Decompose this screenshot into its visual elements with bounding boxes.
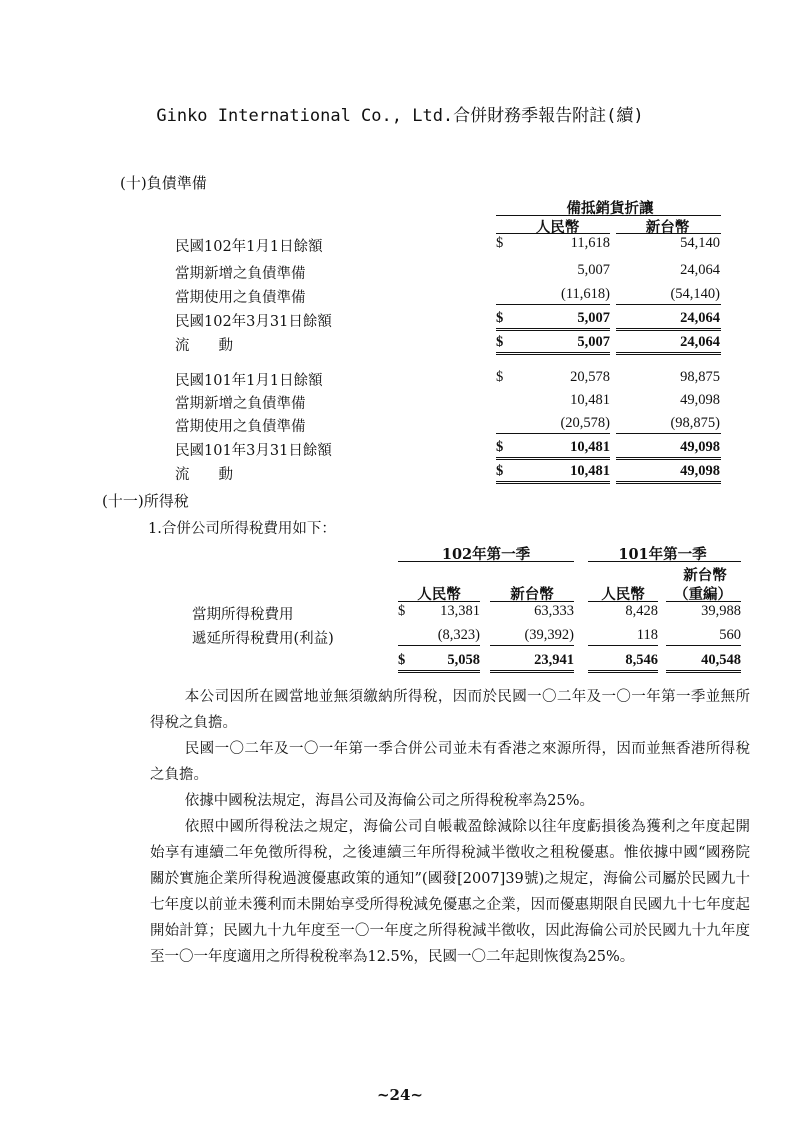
- section-provisions-title: (十)負債準備: [120, 174, 207, 192]
- total-double-rule: [496, 352, 610, 355]
- twd-value: 24,064: [680, 334, 720, 350]
- rmb-value: 11,618: [570, 235, 610, 251]
- tax-value: (39,392): [524, 627, 574, 643]
- tax-col-rmb-2012: 人民幣: [601, 586, 645, 603]
- currency-symbol: $: [398, 652, 406, 668]
- header-rule: [666, 601, 741, 602]
- note-paragraph: 本公司因所在國當地並無須繳納所得稅，因而於民國一〇二年及一〇一年第一季並無所得稅之負擔。: [150, 689, 750, 731]
- total-double-rule: [496, 481, 610, 484]
- income-tax-subtitle: 1.合併公司所得稅費用如下：: [148, 521, 336, 537]
- tax-value: 40,548: [701, 652, 741, 668]
- rmb-value: 5,007: [577, 334, 610, 350]
- twd-value: 24,064: [680, 262, 720, 278]
- total-double-rule: [496, 328, 610, 331]
- rmb-value: 10,481: [570, 463, 610, 479]
- tax-col-twd-2013: 新台幣: [510, 586, 554, 603]
- header-rule: [398, 561, 574, 562]
- currency-symbol: $: [496, 235, 504, 251]
- header-rule: [496, 233, 610, 234]
- twd-value: 98,875: [680, 369, 720, 385]
- tax-col-rmb-2013: 人民幣: [417, 586, 461, 603]
- twd-value: 49,098: [680, 392, 720, 408]
- rmb-value: 5,007: [577, 310, 610, 326]
- header-rule: [588, 601, 658, 602]
- row-label: 遞延所得稅費用(利益): [192, 631, 334, 647]
- header-rule: [588, 561, 741, 562]
- tax-value: 560: [719, 627, 741, 643]
- rmb-value: 20,578: [570, 369, 610, 385]
- row-label: 當期使用之負債準備: [175, 419, 306, 435]
- rmb-value: 10,481: [570, 392, 610, 408]
- currency-symbol: $: [398, 603, 406, 619]
- subtotal-rule: [616, 433, 721, 434]
- note-paragraph: 依照中國所得稅法之規定，海倫公司自帳載盈餘減除以往年度虧損後為獲利之年度起開始享有連續二年免徵所得稅，之後連續三年所得稅減半徵收之租稅優惠。惟依據中國“國務院關於實施企業所得稅過渡優惠政策的通知”(國發[2007]39號)之規定，海倫公司屬於民國九十七年度以前並未獲利而未開始享受所得稅減免優惠之企業，因而優惠期限自民國九十七年度起開始計算；民國九十九年度至一〇一年度之所得稅減半徵收，因此海倫公司於民國九十九年度至一〇一年度適用之所得稅稅率為12.5%，民國一〇二年起則恢復為25%。: [150, 819, 750, 965]
- row-label: 民國101年1月1日餘額: [175, 373, 323, 389]
- page-number: ~24~: [376, 1086, 423, 1104]
- row-label: 流 動: [175, 467, 233, 483]
- row-label: 流 動: [175, 338, 233, 354]
- header-rule: [398, 601, 480, 602]
- total-double-rule: [616, 457, 721, 460]
- twd-value: 49,098: [680, 439, 720, 455]
- total-double-rule: [496, 457, 610, 460]
- income-tax-notes: [150, 684, 750, 970]
- period-2012-header: 101年第一季: [618, 546, 707, 563]
- currency-symbol: $: [496, 334, 504, 350]
- subtotal-rule: [666, 645, 741, 646]
- row-label: 民國102年3月31日餘額: [175, 314, 332, 330]
- header-rule: [616, 233, 721, 234]
- provisions-col-twd: 新台幣: [645, 219, 690, 236]
- total-double-rule: [588, 670, 658, 673]
- tax-col-twd-restated-2: （重編）: [674, 586, 732, 603]
- rmb-value: 5,007: [577, 262, 610, 278]
- currency-symbol: $: [496, 439, 504, 455]
- tax-col-twd-restated-1: 新台幣: [683, 567, 727, 584]
- twd-value: 54,140: [680, 235, 720, 251]
- subtotal-rule: [496, 304, 610, 305]
- tax-value: 63,333: [534, 603, 574, 619]
- twd-value: 24,064: [680, 310, 720, 326]
- subtotal-rule: [588, 645, 658, 646]
- row-label: 民國102年1月1日餘額: [175, 239, 323, 255]
- tax-value: 39,988: [701, 603, 741, 619]
- twd-value: (54,140): [670, 286, 720, 302]
- currency-symbol: $: [496, 369, 504, 385]
- currency-symbol: $: [496, 310, 504, 326]
- row-label: 民國101年3月31日餘額: [175, 443, 332, 459]
- total-double-rule: [616, 328, 721, 331]
- currency-symbol: $: [496, 463, 504, 479]
- period-2013-header: 102年第一季: [441, 546, 531, 563]
- note-paragraph: 依據中國稅法規定，海昌公司及海倫公司之所得稅稅率為25%。: [184, 793, 595, 809]
- note-paragraph: 民國一〇二年及一〇一年第一季合併公司並未有香港之來源所得，因而並無香港所得稅之負擔。: [150, 741, 750, 783]
- total-double-rule: [666, 670, 741, 673]
- tax-value: 13,381: [440, 603, 480, 619]
- rmb-value: (11,618): [561, 286, 610, 302]
- subtotal-rule: [398, 645, 480, 646]
- total-double-rule: [398, 670, 480, 673]
- page-title: Ginko International Co., Ltd.合併財務季報告附註(續): [156, 106, 644, 126]
- tax-value: 23,941: [534, 652, 574, 668]
- row-label: 當期新增之負債準備: [175, 266, 306, 282]
- twd-value: (98,875): [670, 415, 720, 431]
- header-rule: [490, 601, 574, 602]
- subtotal-rule: [496, 433, 610, 434]
- total-double-rule: [616, 481, 721, 484]
- provisions-col-rmb: 人民幣: [535, 219, 580, 236]
- rmb-value: 10,481: [570, 439, 610, 455]
- row-label: 當期使用之負債準備: [175, 290, 306, 306]
- section-income-tax-title: (十一)所得稅: [102, 492, 189, 510]
- tax-value: 5,058: [447, 652, 480, 668]
- row-label: 當期所得稅費用: [192, 607, 294, 623]
- row-label: 當期新增之負債準備: [175, 396, 306, 412]
- rmb-value: (20,578): [560, 415, 610, 431]
- tax-value: (8,323): [437, 627, 480, 643]
- subtotal-rule: [616, 304, 721, 305]
- total-double-rule: [490, 670, 574, 673]
- tax-value: 8,546: [625, 652, 658, 668]
- provisions-group-header: 備抵銷貨折讓: [566, 200, 654, 217]
- twd-value: 49,098: [680, 463, 720, 479]
- subtotal-rule: [490, 645, 574, 646]
- tax-value: 8,428: [625, 603, 658, 619]
- tax-value: 118: [636, 627, 658, 643]
- total-double-rule: [616, 352, 721, 355]
